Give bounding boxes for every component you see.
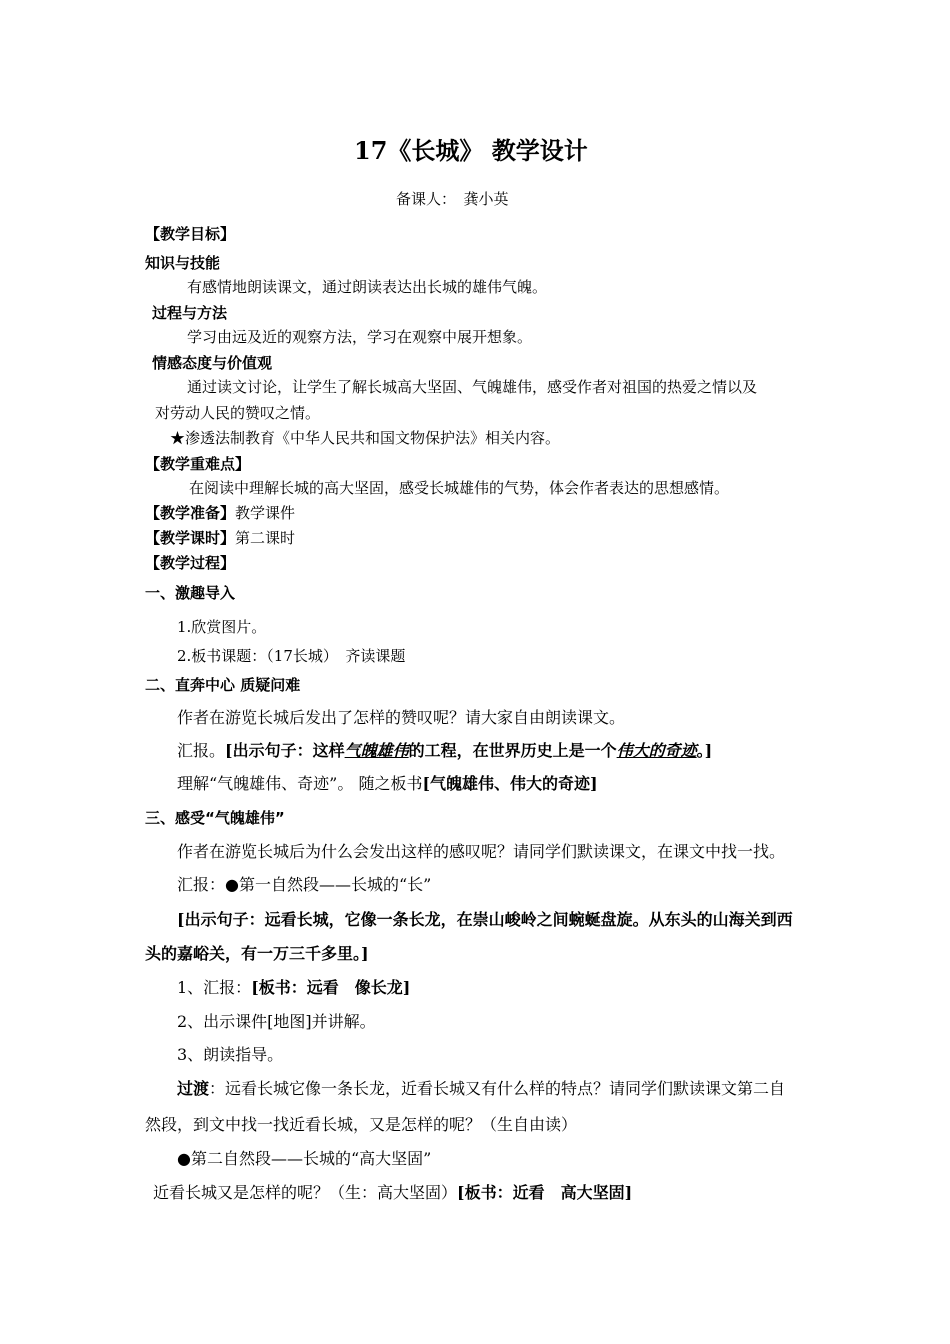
process-heading: 过程与方法 [152,304,228,322]
emotion-text-line-2: 对劳动人民的赞叹之情。 [155,404,321,422]
author-line: 备课人： 龚小英 [396,190,509,208]
step-2-line-1: 作者在游览长城后发出了怎样的赞叹呢？请大家自由朗读课文。 [177,708,626,727]
step-3-heading: 三、感受“气魄雄伟” [145,809,285,827]
time-value: 第二课时 [235,529,296,547]
step-1-line-2: 2.板书课题：（17长城） 齐读课题 [177,647,406,665]
quote-open: [出示句子：这样 [225,741,345,760]
knowledge-heading: 知识与技能 [145,254,221,272]
quote-mid: 的工程，在世界历史上是一个 [408,741,617,760]
quote-close: 。] [696,741,713,760]
board-far: [板书：远看 像长龙] [251,978,411,997]
section-process-heading: 【教学过程】 [145,554,236,572]
step-1-heading: 一、激趣导入 [145,584,236,602]
process-text: 学习由远及近的观察方法，学习在观察中展开想象。 [187,328,533,346]
step-3-quote-line-1: [出示句子：远看长城，它像一条长龙，在崇山峻岭之间蜿蜒盘旋。从东头的山海关到西 [177,910,793,929]
step-3-line-7: 3、朗读指导。 [177,1045,284,1064]
knowledge-text: 有感情地朗读课文，通过朗读表达出长城的雄伟气魄。 [187,278,548,296]
step-3-line-2: 汇报：●第一自然段——长城的“长” [177,875,432,894]
report-label: 汇报。 [177,741,226,760]
understand-text: 理解“气魄雄伟、奇迹”。 随之板书 [177,774,423,793]
transition-text: ：远看长城它像一条长龙，近看长城又有什么样的特点？请同学们默读课文第二自 [209,1079,786,1098]
step-3-line-8 [177,1079,785,1099]
section-key-heading: 【教学重难点】 [145,455,251,473]
step-2-heading: 二、直奔中心 质疑问难 [145,676,301,694]
quote-emph-2: 伟大的奇迹 [616,741,697,760]
law-education-text: ★渗透法制教育《中华人民共和国文物保护法》相关内容。 [170,429,561,447]
board-text: [气魄雄伟、伟大的奇迹] [422,774,598,793]
transition-label: 过渡 [177,1079,210,1098]
step-2-line-2 [177,741,712,761]
time-label: 【教学课时】 [145,529,236,547]
step-2-line-3 [177,774,598,794]
prep-label: 【教学准备】 [145,504,236,522]
step-3-line-5 [177,978,410,998]
step-3-line-9: 然段，到文中找一找近看长城，又是怎样的呢？（生自由读） [145,1115,578,1134]
step-3-line-1: 作者在游览长城后为什么会发出这样的感叹呢？请同学们默读课文，在课文中找一找。 [177,842,786,861]
near-question: 近看长城又是怎样的呢？（生：高大坚固） [153,1183,458,1202]
step-3-line-6: 2、出示课件[地图]并讲解。 [177,1012,376,1031]
key-text: 在阅读中理解长城的高大坚固，感受长城雄伟的气势，体会作者表达的思想感情。 [189,479,730,497]
quote-emph-1: 气魄雄伟 [344,741,409,760]
step-3-line-10: ●第二自然段——长城的“高大坚固” [177,1149,432,1168]
step-3-quote-line-2: 头的嘉峪关，有一万三千多里。] [145,944,369,963]
prep-line [145,503,295,523]
report-1-label: 1、汇报： [177,978,252,997]
emotion-heading: 情感态度与价值观 [152,354,273,372]
time-line [145,528,295,548]
page-title: 17《长城》 教学设计 [354,136,588,165]
step-1-line-1: 1.欣赏图片。 [177,618,267,636]
prep-value: 教学课件 [235,504,296,522]
emotion-text-line-1: 通过读文讨论，让学生了解长城高大坚固、气魄雄伟，感受作者对祖国的热爱之情以及 [187,378,758,396]
step-3-line-11 [153,1183,632,1203]
section-goals-heading: 【教学目标】 [145,225,236,243]
board-near: [板书：近看 高大坚固] [457,1183,633,1202]
